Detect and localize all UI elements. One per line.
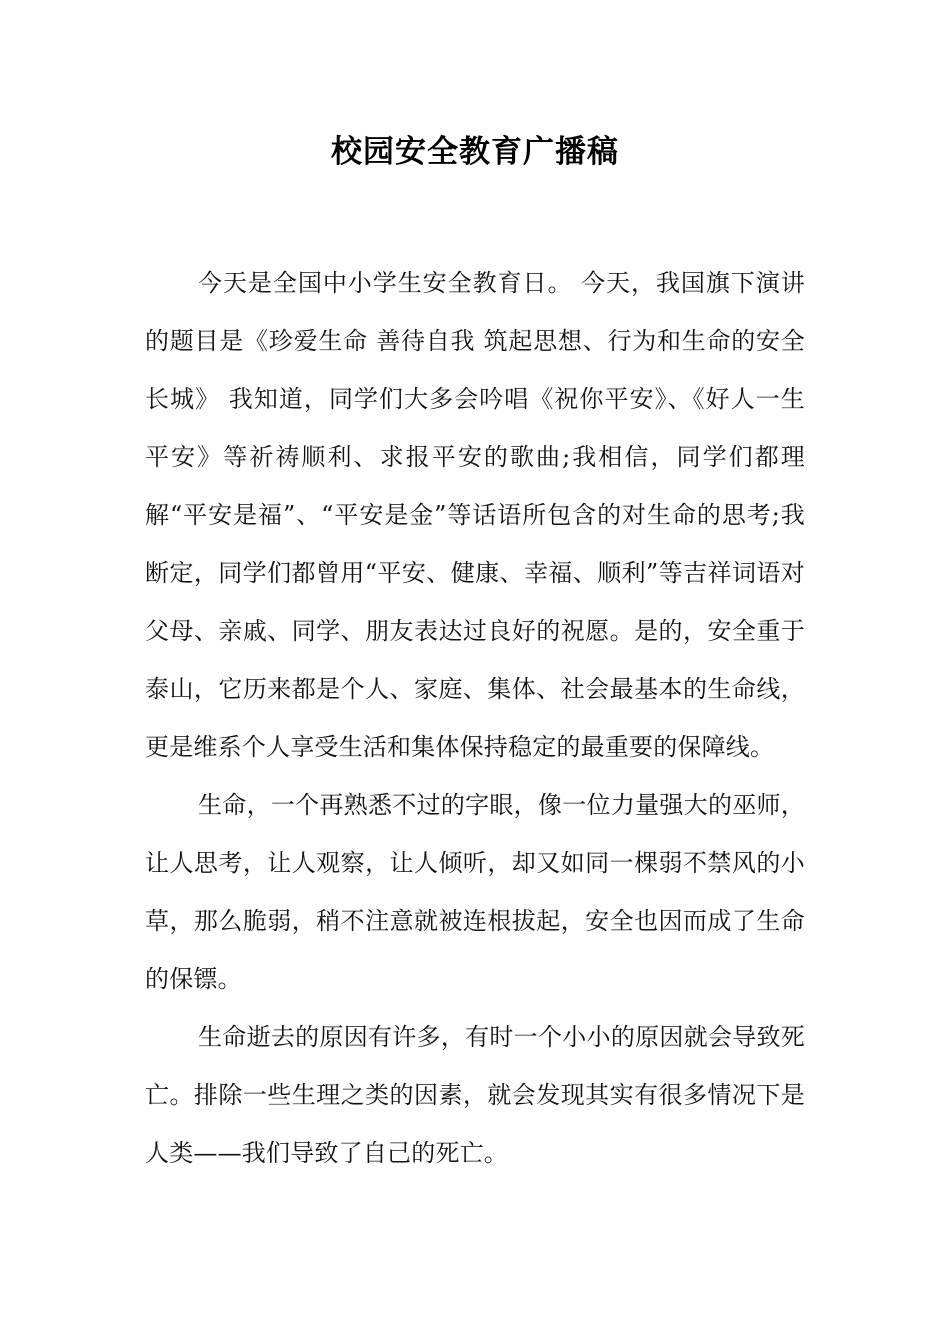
paragraph-3: 生命逝去的原因有许多，有时一个小小的原因就会导致死亡。排除一些生理之类的因素，就会发现其实有很多情况下是人类——我们导致了自己的死亡。 xyxy=(145,1023,805,1167)
paragraph-1: 今天是全国中小学生安全教育日。 今天，我国旗下演讲的题目是《珍爱生命 善待自我 筑起思想、行为和生命的安全长城》 我知道，同学们大多会吟唱《祝你平安》、《好人一生平安》等祈祷顺利、求报平安的歌曲;我相信，同学们都理解“平安是福”、“平安是金”等话语所包含的对生命的思考;我断定，同学们都曾用“平安、健康、幸福、顺利”等吉祥词语对父母、亲戚、同学、朋友表达过良好的祝愿。是的，安全重于泰山，它历来都是个人、家庭、集体、社会最基本的生命线，更是维系个人享受生活和集体保持稳定的最重要的保障线。 xyxy=(145,269,805,761)
document-body xyxy=(145,254,805,1182)
paragraph-2: 生命，一个再熟悉不过的字眼，像一位力量强大的巫师，让人思考，让人观察，让人倾听，却又如同一棵弱不禁风的小草，那么脆弱，稍不注意就被连根拔起，安全也因而成了生命的保镖。 xyxy=(145,791,805,993)
document-title: 校园安全教育广播稿 xyxy=(331,134,619,170)
